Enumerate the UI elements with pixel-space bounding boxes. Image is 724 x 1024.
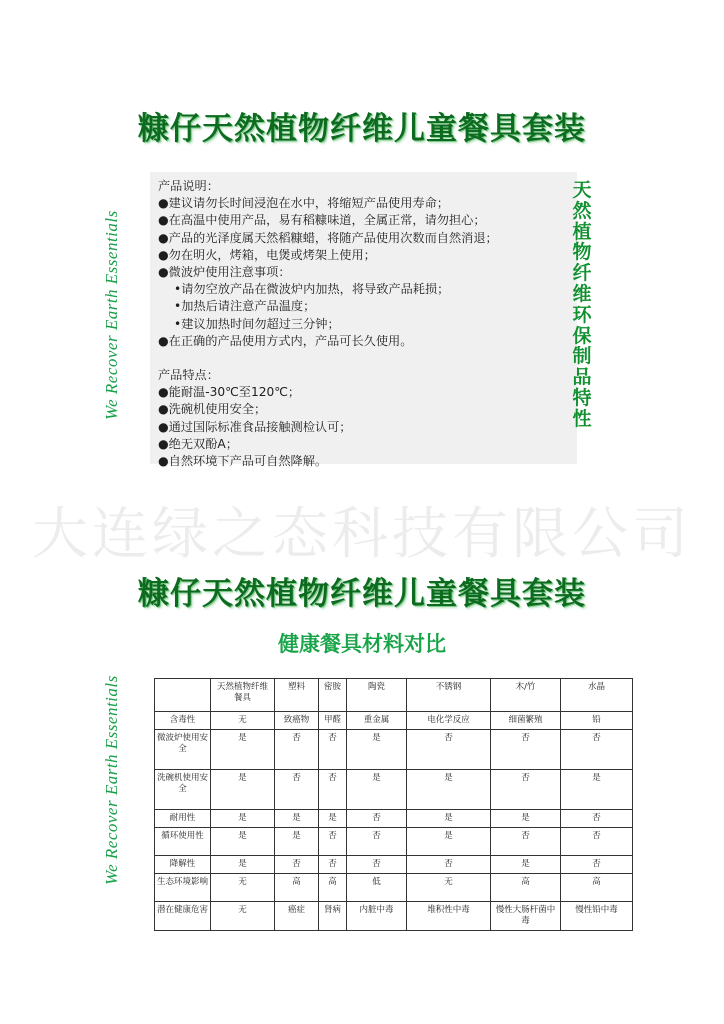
description-sub-line: •请勿空放产品在微波炉内加热，将导致产品耗损； (174, 282, 450, 297)
table-cell: 是 (407, 828, 491, 856)
table-row (155, 770, 633, 810)
table-cell: 否 (561, 810, 633, 828)
row-label: 微波炉使用安全 (155, 730, 211, 770)
features-heading: 产品特点： (158, 368, 219, 383)
vertical-title: 天然植物纤维环保制品特性 (572, 179, 592, 430)
table-row (155, 856, 633, 874)
table-header-row (155, 679, 633, 712)
table-cell: 是 (211, 730, 275, 770)
table-cell: 内脏中毒 (347, 902, 407, 931)
table-cell: 无 (407, 874, 491, 902)
feature-line: ●能耐温-30℃至120℃； (158, 385, 301, 400)
table-cell: 堆积性中毒 (407, 902, 491, 931)
comparison-table (154, 678, 633, 931)
feature-line: ●通过国际标准食品接触测检认可； (158, 419, 352, 434)
table-cell: 是 (491, 856, 561, 874)
table-cell: 否 (561, 730, 633, 770)
table-cell: 否 (561, 828, 633, 856)
table-cell: 是 (407, 810, 491, 828)
table-cell: 否 (347, 828, 407, 856)
description-line: ●勿在明火，烤箱，电煲或烤架上使用； (158, 247, 376, 262)
description-line: ●在正确的产品使用方式内，产品可长久使用。 (158, 333, 413, 348)
description-line: ●微波炉使用注意事项： (158, 265, 291, 280)
feature-line: ●绝无双酚A； (158, 436, 238, 451)
table-cell: 致癌物 (275, 712, 319, 730)
table-cell: 慢性铅中毒 (561, 902, 633, 931)
table-cell: 否 (407, 856, 491, 874)
row-label: 降解性 (155, 856, 211, 874)
table-cell: 是 (211, 828, 275, 856)
header-cell: 陶瓷 (347, 679, 407, 712)
table-row (155, 810, 633, 828)
description-heading: 产品说明： (158, 179, 219, 193)
table-cell: 细菌繁殖 (491, 712, 561, 730)
page-title: 糠仔天然植物纤维儿童餐具套装 (138, 111, 586, 147)
table-cell: 是 (211, 856, 275, 874)
row-label: 潜在健康危害 (155, 902, 211, 931)
header-cell: 密胺 (319, 679, 347, 712)
table-row (155, 712, 633, 730)
table-cell: 铅 (561, 712, 633, 730)
side-slogan: We Recover Earth Essentials (102, 675, 121, 885)
table-cell: 无 (211, 874, 275, 902)
table-cell: 否 (347, 856, 407, 874)
table-cell: 否 (319, 828, 347, 856)
table-row (155, 874, 633, 902)
table-cell: 是 (347, 770, 407, 810)
description-line: ●建议请勿长时间浸泡在水中，将缩短产品使用寿命； (158, 196, 449, 211)
table-cell: 否 (347, 810, 407, 828)
table-cell: 是 (491, 810, 561, 828)
table-cell: 甲醛 (319, 712, 347, 730)
table-cell: 无 (211, 712, 275, 730)
table-cell: 是 (561, 770, 633, 810)
table-cell: 重金属 (347, 712, 407, 730)
table-cell: 否 (561, 856, 633, 874)
header-cell: 木/竹 (491, 679, 561, 712)
table-cell: 低 (347, 874, 407, 902)
table-cell: 癌症 (275, 902, 319, 931)
table-cell: 是 (407, 770, 491, 810)
table-cell: 是 (275, 810, 319, 828)
table-cell: 否 (275, 856, 319, 874)
header-cell: 水晶 (561, 679, 633, 712)
table-cell: 是 (347, 730, 407, 770)
table-cell: 否 (491, 828, 561, 856)
table-cell: 高 (275, 874, 319, 902)
table-cell: 是 (319, 810, 347, 828)
table-cell: 高 (561, 874, 633, 902)
comparison-title: 健康餐具材料对比 (278, 631, 446, 656)
table-cell: 高 (491, 874, 561, 902)
table-cell: 否 (275, 770, 319, 810)
table-cell: 肾病 (319, 902, 347, 931)
row-label: 循环使用性 (155, 828, 211, 856)
table-cell: 否 (319, 770, 347, 810)
description-sub-line: •建议加热时间勿超过三分钟； (174, 316, 340, 331)
table-row (155, 828, 633, 856)
feature-line: ●洗碗机使用安全； (158, 402, 267, 417)
table-cell: 否 (275, 730, 319, 770)
table-cell: 无 (211, 902, 275, 931)
row-label: 耐用性 (155, 810, 211, 828)
table-cell: 是 (211, 770, 275, 810)
description-sub-line: •加热后请注意产品温度； (174, 299, 316, 314)
row-label: 洗碗机使用安全 (155, 770, 211, 810)
feature-line: ●自然环境下产品可自然降解。 (158, 454, 328, 469)
table-cell: 否 (491, 770, 561, 810)
header-cell: 不锈钢 (407, 679, 491, 712)
page-title-repeat: 糠仔天然植物纤维儿童餐具套装 (138, 576, 586, 612)
table-cell: 是 (211, 810, 275, 828)
table-cell: 高 (319, 874, 347, 902)
header-cell: 塑料 (275, 679, 319, 712)
table-cell: 慢性大肠杆菌中毒 (491, 902, 561, 931)
company-watermark: 大连绿之态科技有限公司 (32, 502, 692, 567)
description-line: ●在高温中使用产品，易有稻糠味道，全属正常，请勿担心； (158, 213, 486, 228)
table-row (155, 730, 633, 770)
table-row (155, 902, 633, 931)
header-cell: 天然植物纤维餐具 (211, 679, 275, 712)
table-cell: 否 (491, 730, 561, 770)
row-label: 生态环境影响 (155, 874, 211, 902)
table-cell: 否 (319, 730, 347, 770)
header-cell (155, 679, 211, 712)
row-label: 含毒性 (155, 712, 211, 730)
description-panel (150, 172, 577, 469)
table-cell: 是 (275, 828, 319, 856)
description-line: ●产品的光泽度属天然稻糠蜡，将随产品使用次数而自然消退； (158, 230, 498, 245)
table-cell: 电化学反应 (407, 712, 491, 730)
table-cell: 否 (407, 730, 491, 770)
side-slogan: We Recover Earth Essentials (102, 210, 121, 420)
table-cell: 否 (319, 856, 347, 874)
